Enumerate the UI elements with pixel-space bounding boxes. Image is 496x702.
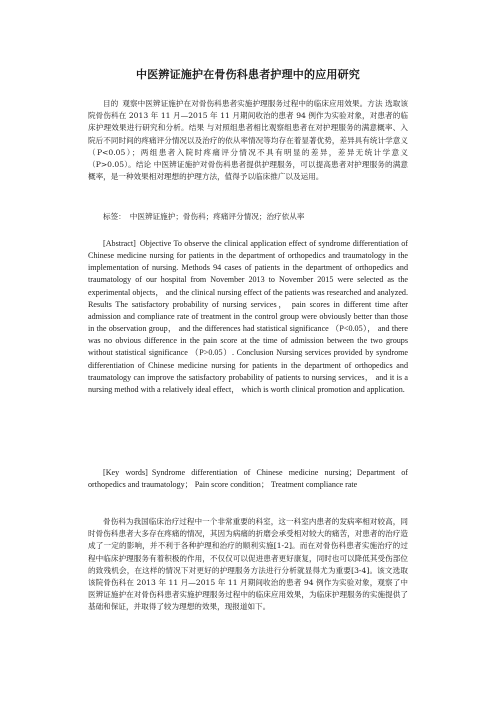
english-keywords-label: [Key words] (103, 468, 148, 477)
chinese-keywords-label: 标签： (103, 212, 126, 221)
english-abstract (88, 238, 408, 396)
chinese-abstract-text: 观察中医辨证施护在对骨伤科患者实施护理服务过程中的临床应用效果。方法 选取该院骨伤科在 2013 年 11 月—2015 年 11 月期间收治的患者 94 例作为实验对象，对患者的临床护理效果进行研究和分析。结果 与对照组患者相比观察组患者在对护理服务的满意概率、入院后不同时间的疼痛评分情况以及治疗的依从率情况等均存在着显著优势，差异具有统计学意义（P<0.05）；两组患者入院时疼痛评分情况不具有明显的差异，差异无统计学意义（P>0.05）。结论 中医辨证施护对骨伤科患者提供护理服务，可以提高患者对护理服务的满意概率，是一种效果相对理想的护理方法，值得予以临床推广以及运用。 (88, 99, 408, 182)
english-abstract-label: [Abstract] (103, 239, 136, 248)
chinese-keywords-text: 中医辨证施护；骨伤科；疼痛评分情况；治疗依从率 (129, 212, 305, 221)
english-abstract-text: Objective To observe the clinical application effect of syndrome differentiation of Chinese medicine nursing for patients in the department of orthopedics and traumatology in the implementation of nursing. Methods 94 cases of patients in the department of orthopedics and traumatology of our hospital from November 2013 to November 2015 were selected as the experimental objects， and the clinical nursing effect of the patients was researched and analyzed. Results The satisfactory probability of nursing services， pain scores in different time after admission and compliance rate of treatment in the control group were obviously better than those in the observation group， and the differences had statistical significance （P<0.05）， and there was no obvious difference in the pain score at the time of admission between the two groups without statistical significance （P>0.05）. Conclusion Nursing services provided by syndrome differentiation of Chinese medicine nursing for patients in the department of orthopedics and traumatology can improve the satisfactory probability of patients to nursing services， and it is a nursing method with a relatively ideal effect， which is worth clinical promotion and application. (88, 239, 408, 394)
chinese-keywords (88, 211, 408, 223)
english-keywords-text: Syndrome differentiation of Chinese medicine nursing；Department of orthopedics and traumatology； Pain score condition； Treatment compliance rate (88, 468, 408, 490)
chinese-abstract (88, 98, 408, 183)
english-keywords (88, 467, 408, 491)
abstract-purpose-label: 目的 (103, 99, 119, 108)
paper-title: 中医辨证施护在骨伤科患者护理中的应用研究 (136, 68, 360, 81)
body-paragraph: 骨伤科为我国临床治疗过程中一个非常重要的科室，这一科室内患者的发病率相对较高，同时骨伤科患者大多存在疼痛的情况，其因为病痛的折磨会承受相对较大的痛苦，对患者的治疗造成了一定的影响，并不利于各种护理和治疗的顺利实施[1-2]。而在对骨伤科患者实施治疗的过程中临床护理服务有着积极的作用，不仅仅可以促进患者更好康复，同时也可以降低其受伤部位的致残机会，在这样的情况下对更好的护理服务方法进行分析就显得尤为重要[3-4]。该文选取该院骨伤科在 2013 年 11 月—2015 年 11 月期间收治的患者 94 例作为实验对象，观察了中医辨证施护在对骨伤科患者实施护理服务过程中的临床应用效果，为临床护理服务的实施提供了基础和保证，并取得了较为理想的效果，现报道如下。 (88, 517, 408, 612)
